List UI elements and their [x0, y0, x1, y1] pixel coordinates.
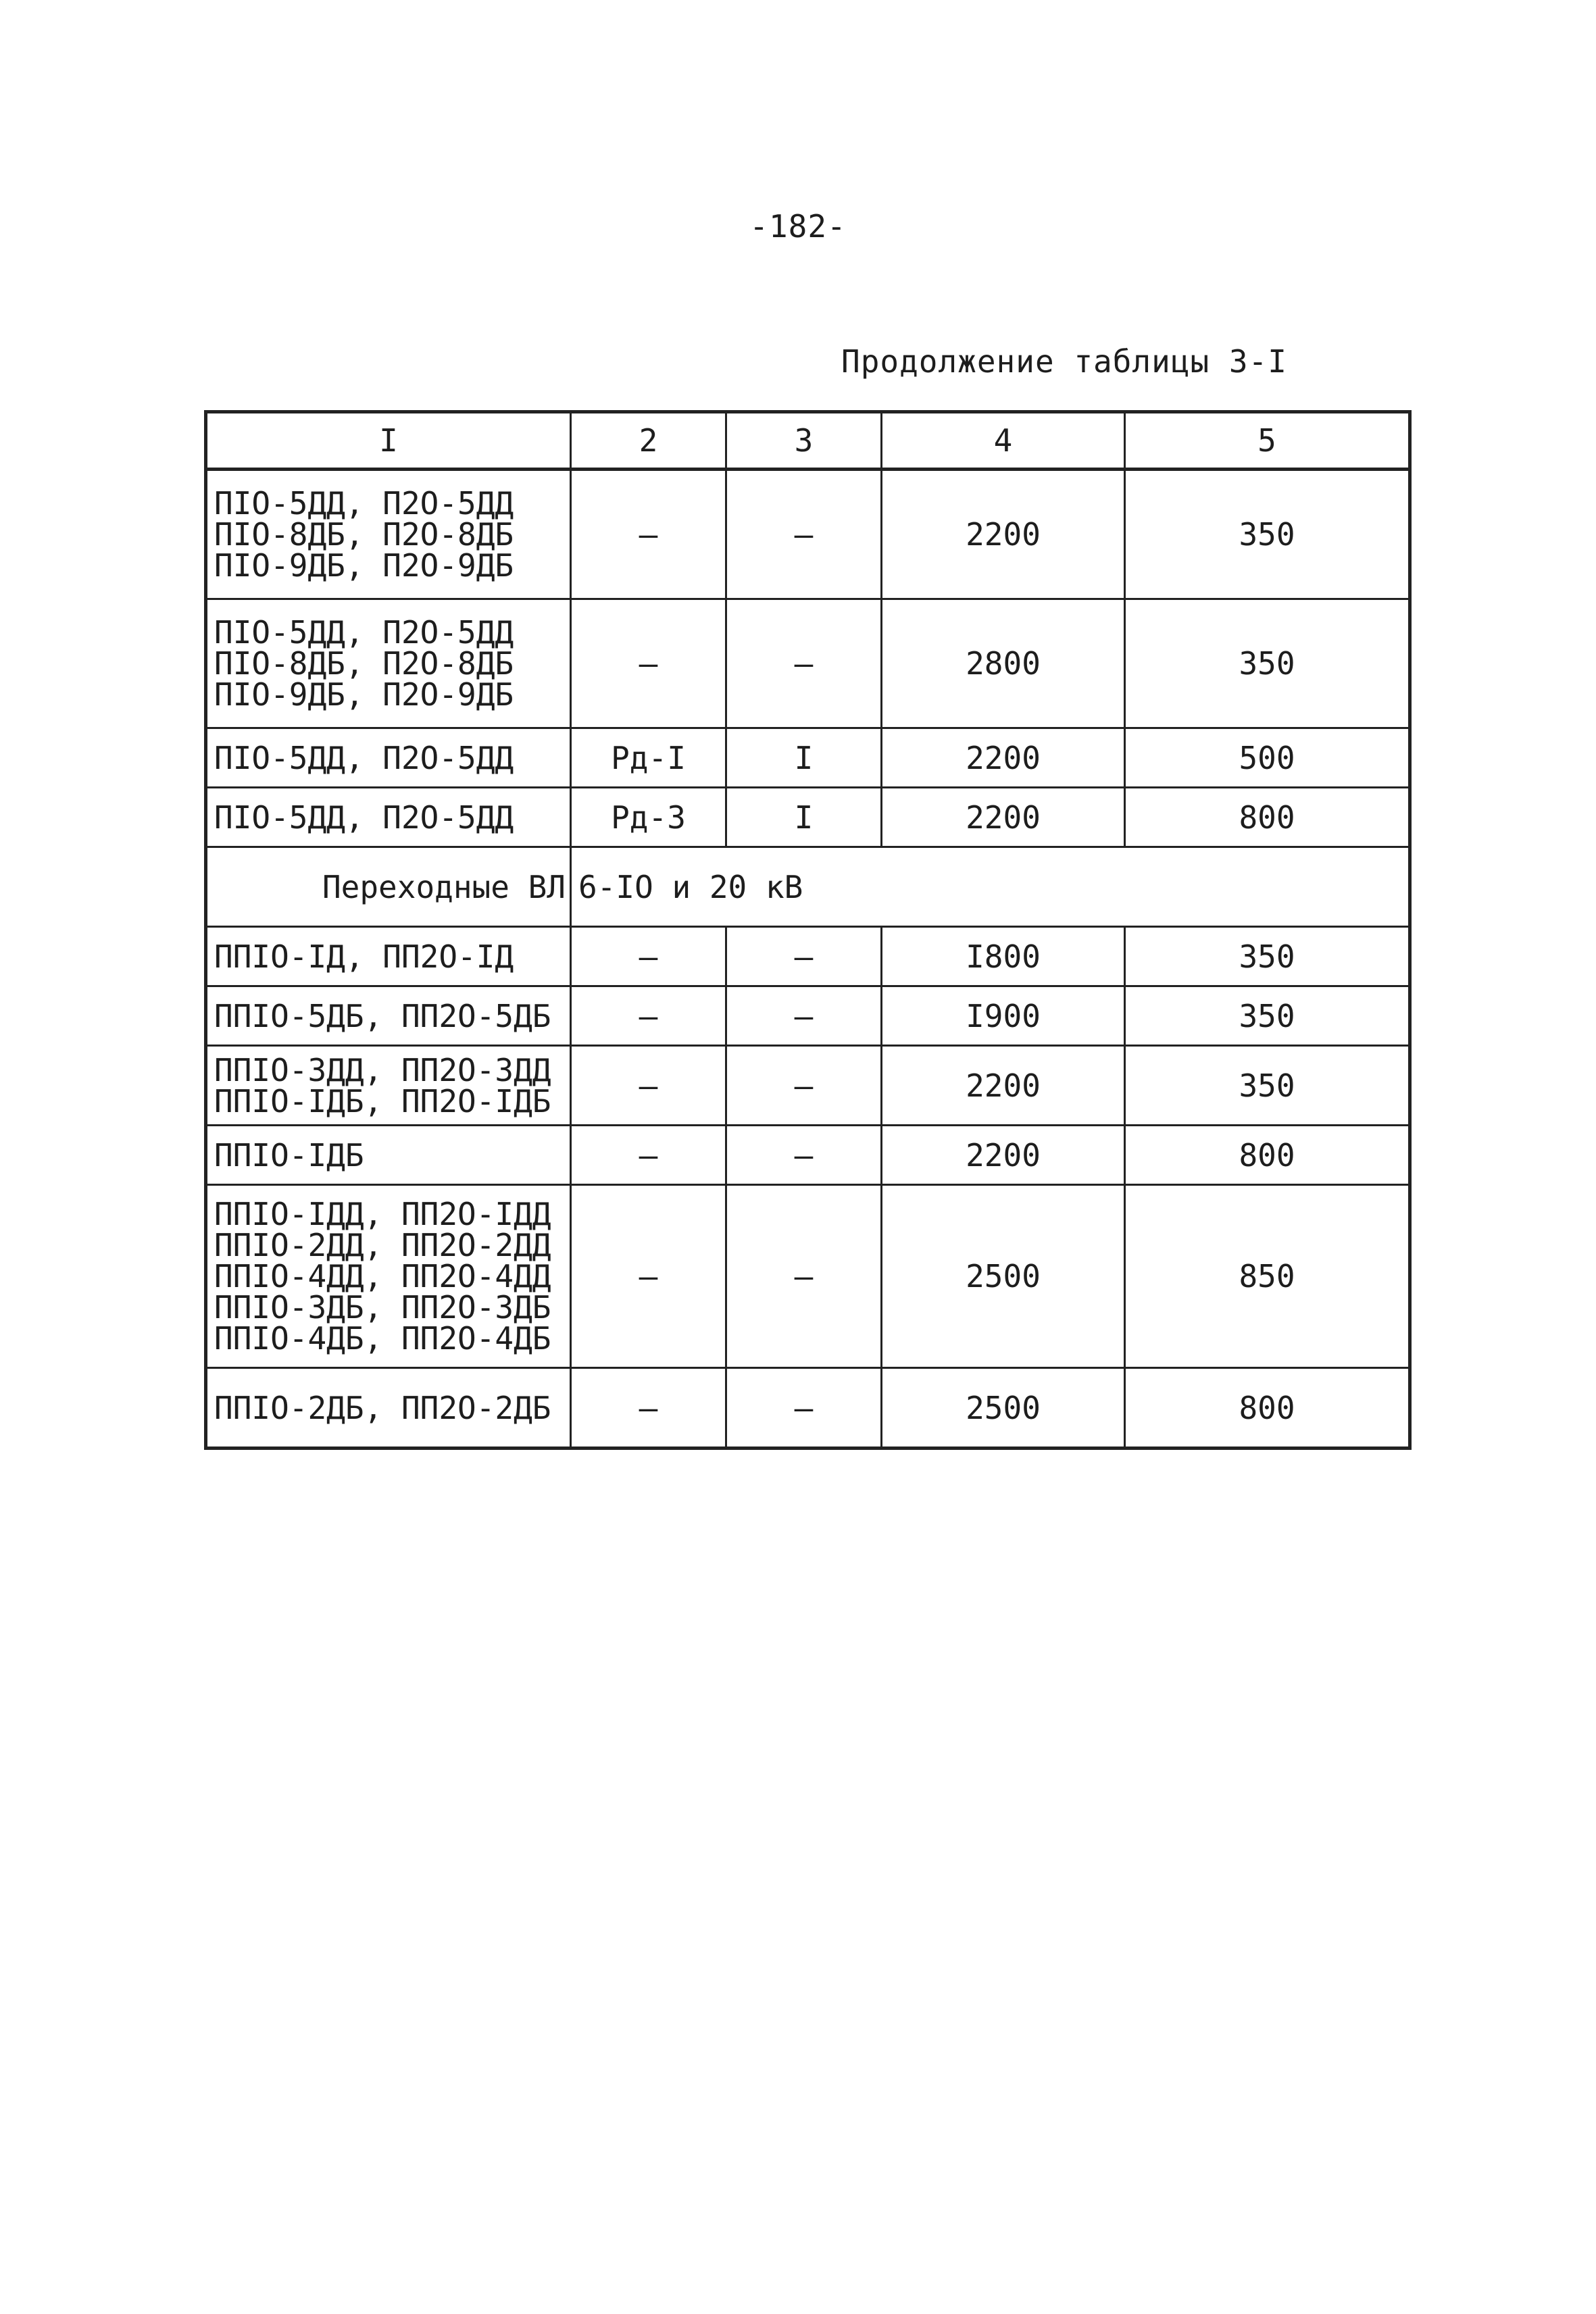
cell-col-5: 350 [1125, 599, 1410, 728]
table-row [206, 1185, 1410, 1368]
cell-col-3: – [726, 599, 882, 728]
cell-col-3: – [726, 1046, 882, 1126]
name-line: ППIО-5ДБ, ПП2О-5ДБ [214, 997, 551, 1034]
cell-names [206, 788, 571, 847]
cell-col-2: – [571, 599, 726, 728]
cell-col-4: 2500 [882, 1185, 1125, 1368]
cell-names [206, 1185, 571, 1368]
cell-col-3: – [726, 470, 882, 599]
table-row [206, 470, 1410, 599]
name-line: ППIО-2ДД, ПП2О-2ДД [214, 1227, 551, 1263]
cell-col-2: – [571, 927, 726, 986]
section-label: Переходные ВЛ [206, 847, 571, 927]
cell-col-3: – [726, 1368, 882, 1449]
cell-col-2: – [571, 1046, 726, 1126]
cell-col-5: 500 [1125, 728, 1410, 788]
section-label-continuation: 6-IО и 20 кВ [571, 847, 882, 927]
header-col-4: 4 [882, 412, 1125, 470]
cell-col-3: – [726, 1126, 882, 1185]
header-col-3: 3 [726, 412, 882, 470]
cell-col-5: 850 [1125, 1185, 1410, 1368]
cell-col-4: 2800 [882, 599, 1125, 728]
name-line: ПIО-9ДБ, П2О-9ДБ [214, 547, 514, 584]
cell-col-4: 2500 [882, 1368, 1125, 1449]
table-row [206, 1126, 1410, 1185]
name-line: ПIО-5ДД, П2О-5ДД [214, 799, 514, 836]
header-col-2: 2 [571, 412, 726, 470]
name-line: ППIО-4ДД, ПП2О-4ДД [214, 1258, 551, 1294]
name-line: ПIО-8ДБ, П2О-8ДБ [214, 516, 514, 553]
section-blank-cell [1125, 847, 1410, 927]
cell-names [206, 1126, 571, 1185]
cell-col-2: – [571, 986, 726, 1046]
cell-col-5: 350 [1125, 1046, 1410, 1126]
page-number: -182- [749, 208, 847, 245]
cell-col-4: I800 [882, 927, 1125, 986]
cell-col-2: – [571, 1185, 726, 1368]
name-line: ПIО-8ДБ, П2О-8ДБ [214, 645, 514, 682]
name-line: ПIО-9ДБ, П2О-9ДБ [214, 676, 514, 713]
cell-col-5: 350 [1125, 986, 1410, 1046]
name-line: ПIО-5ДД, П2О-5ДД [214, 614, 514, 651]
data-table [204, 410, 1412, 1450]
cell-col-3: – [726, 1185, 882, 1368]
header-col-1: I [206, 412, 571, 470]
cell-names [206, 986, 571, 1046]
cell-col-5: 800 [1125, 1126, 1410, 1185]
table-row [206, 1046, 1410, 1126]
cell-col-5: 350 [1125, 470, 1410, 599]
name-line: ППIО-2ДБ, ПП2О-2ДБ [214, 1389, 551, 1426]
table-header-row [206, 412, 1410, 470]
cell-names [206, 470, 571, 599]
section-heading-row [206, 847, 1410, 927]
name-line: ППIО-IД, ПП2О-IД [214, 938, 514, 975]
cell-col-4: 2200 [882, 1126, 1125, 1185]
cell-col-2: – [571, 1368, 726, 1449]
cell-col-2: Рд-I [571, 728, 726, 788]
name-line: ППIО-IДБ [214, 1136, 364, 1174]
cell-col-4: 2200 [882, 728, 1125, 788]
header-col-5: 5 [1125, 412, 1410, 470]
table-caption: Продолжение таблицы 3-I [841, 343, 1287, 380]
name-line: ППIО-3ДБ, ПП2О-3ДБ [214, 1289, 551, 1326]
cell-col-5: 800 [1125, 788, 1410, 847]
cell-col-5: 350 [1125, 927, 1410, 986]
name-line: ППIО-3ДД, ПП2О-3ДД [214, 1051, 551, 1088]
name-line: ППIО-IДБ, ПП2О-IДБ [214, 1082, 551, 1120]
name-line: ПIО-5ДД, П2О-5ДД [214, 485, 514, 522]
table-row [206, 788, 1410, 847]
table-row [206, 986, 1410, 1046]
cell-col-3: I [726, 728, 882, 788]
cell-names [206, 927, 571, 986]
cell-col-2: – [571, 470, 726, 599]
cell-names [206, 1368, 571, 1449]
table-row [206, 599, 1410, 728]
cell-col-4: I900 [882, 986, 1125, 1046]
section-blank-cell [882, 847, 1125, 927]
name-line: ППIО-IДД, ПП2О-IДД [214, 1196, 551, 1232]
cell-col-3: – [726, 986, 882, 1046]
cell-col-3: I [726, 788, 882, 847]
table-row [206, 728, 1410, 788]
name-line: ППIО-4ДБ, ПП2О-4ДБ [214, 1320, 551, 1357]
cell-col-3: – [726, 927, 882, 986]
cell-names [206, 1046, 571, 1126]
name-line: ПIО-5ДД, П2О-5ДД [214, 739, 514, 776]
cell-col-4: 2200 [882, 470, 1125, 599]
cell-col-4: 2200 [882, 1046, 1125, 1126]
cell-col-4: 2200 [882, 788, 1125, 847]
cell-col-5: 800 [1125, 1368, 1410, 1449]
table-row [206, 927, 1410, 986]
cell-col-2: – [571, 1126, 726, 1185]
cell-col-2: Рд-3 [571, 788, 726, 847]
table-row [206, 1368, 1410, 1449]
cell-names [206, 599, 571, 728]
cell-names [206, 728, 571, 788]
